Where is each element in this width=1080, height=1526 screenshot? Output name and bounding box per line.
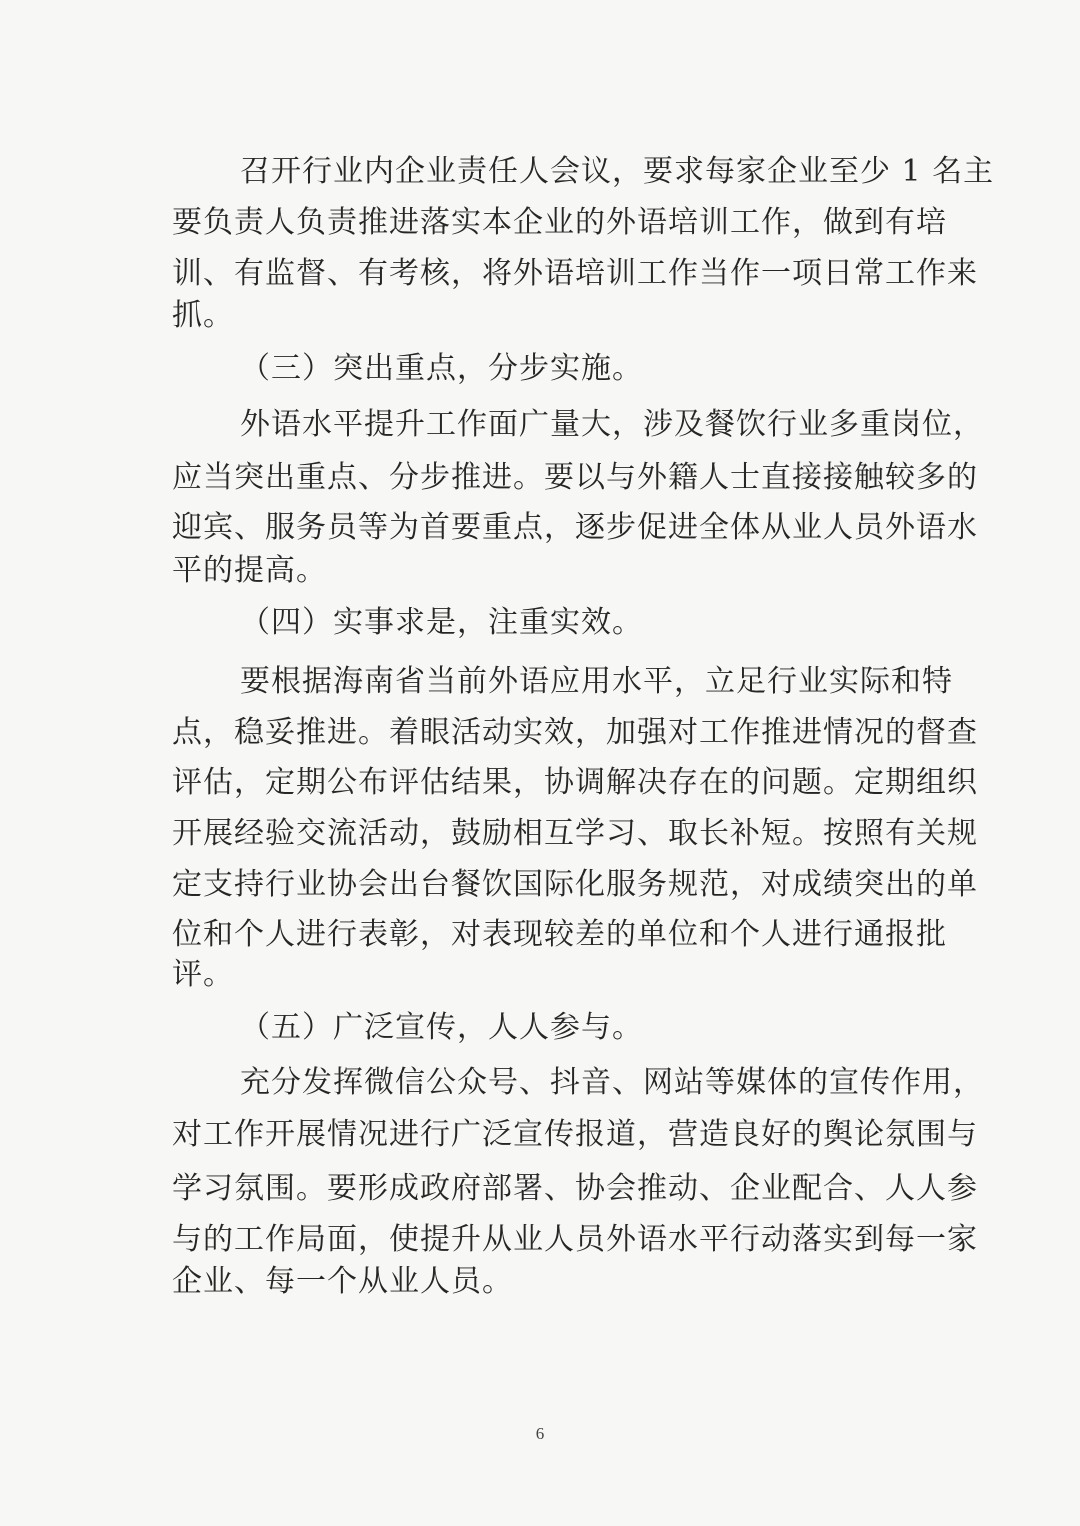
paragraph-line: 迎宾、服务员等为首要重点，逐步促进全体从业人员外语水	[172, 510, 978, 545]
paragraph-line: 评估，定期公布评估结果，协调解决存在的问题。定期组织	[172, 765, 978, 800]
paragraph-line: 抓。	[172, 298, 234, 333]
section-heading: （三）突出重点，分步实施。	[240, 351, 643, 386]
paragraph-line: 企业、每一个从业人员。	[172, 1264, 513, 1299]
paragraph-line: 应当突出重点、分步推进。要以与外籍人士直接接触较多的	[172, 460, 978, 495]
paragraph-line: 点，稳妥推进。着眼活动实效，加强对工作推进情况的督查	[172, 715, 978, 750]
paragraph-line: 与的工作局面，使提升从业人员外语水平行动落实到每一家	[172, 1222, 978, 1257]
paragraph-line: 要负责人负责推进落实本企业的外语培训工作，做到有培	[172, 205, 947, 240]
paragraph-line: 召开行业内企业责任人会议，要求每家企业至少 1 名主	[240, 154, 995, 189]
paragraph-line: 外语水平提升工作面广量大，涉及餐饮行业多重岗位，	[240, 407, 984, 442]
section-heading: （四）实事求是，注重实效。	[240, 605, 643, 640]
page-number: 6	[535, 1424, 545, 1443]
paragraph-line: 训、有监督、有考核，将外语培训工作当作一项日常工作来	[172, 256, 978, 291]
paragraph-line: 要根据海南省当前外语应用水平，立足行业实际和特	[240, 664, 953, 699]
paragraph-line: 开展经验交流活动，鼓励相互学习、取长补短。按照有关规	[172, 816, 978, 851]
paragraph-line: 位和个人进行表彰，对表现较差的单位和个人进行通报批	[172, 917, 947, 952]
paragraph-line: 学习氛围。要形成政府部署、协会推动、企业配合、人人参	[172, 1171, 978, 1206]
paragraph-line: 平的提高。	[172, 553, 327, 588]
paragraph-line: 对工作开展情况进行广泛宣传报道，营造良好的舆论氛围与	[172, 1117, 978, 1152]
paragraph-line: 定支持行业协会出台餐饮国际化服务规范，对成绩突出的单	[172, 867, 978, 902]
section-heading: （五）广泛宣传，人人参与。	[240, 1010, 643, 1045]
paragraph-line: 充分发挥微信公众号、抖音、网站等媒体的宣传作用，	[240, 1065, 984, 1100]
paragraph-line: 评。	[172, 957, 234, 992]
